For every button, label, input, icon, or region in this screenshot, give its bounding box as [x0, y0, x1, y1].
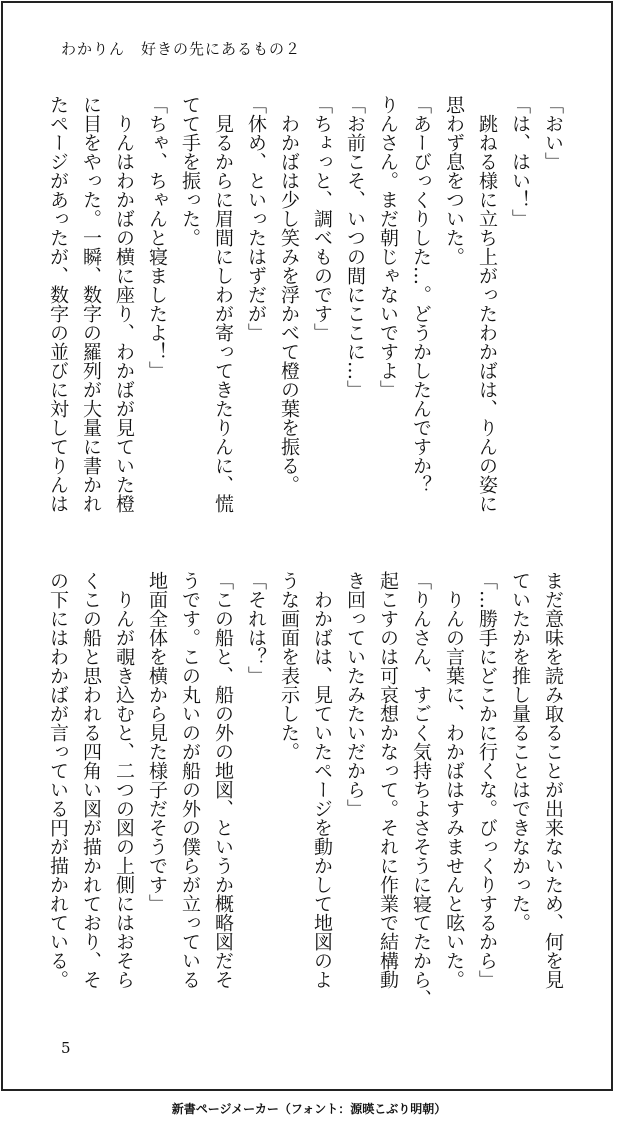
text-line: 「ちゃ、ちゃんと寝ましたよ！」: [146, 95, 168, 380]
text-line: 見るからに眉間にしわが寄ってきたりんに、慌: [212, 95, 234, 513]
text-line: の下にはわかばが言っている円が描かれている。: [47, 571, 69, 989]
text-line: 「ちょっと、調べものです」: [311, 95, 333, 342]
text-line: き回っていたみたいだから」: [344, 571, 366, 818]
text-line: 「それは？」: [245, 571, 267, 685]
page-header-title: わかりん 好きの先にあるもの２: [61, 40, 302, 58]
footer-credit: 新書ページメーカー（フォント：源暎こぶり明朝）: [171, 1102, 447, 1116]
text-line: 「おい」: [542, 95, 564, 171]
text-line: 起こすのは可哀想かなって。それに作業で結構動: [377, 571, 399, 989]
text-line: 地面全体を横から見た様子だそうです」: [146, 571, 168, 913]
page-number: 5: [61, 1039, 71, 1057]
text-line: 跳ねる様に立ち上がったわかばは、りんの姿に: [476, 95, 498, 513]
text-line: わかばは、見ていたページを動かして地図のよ: [311, 571, 333, 989]
text-line: りんはわかばの横に座り、わかばが見ていた橙: [113, 95, 135, 513]
text-line: うです。この丸いのが船の外の僕らが立っている: [179, 571, 201, 989]
text-line: たページがあったが、数字の並びに対してりんは: [47, 95, 69, 513]
text-block-bottom: [41, 571, 569, 1011]
text-line: ていたかを推し量ることはできなかった。: [509, 571, 531, 932]
text-line: 「休め、といったはずだが」: [245, 95, 267, 342]
text-block-top: [41, 95, 569, 535]
text-line: に目をやった。一瞬、数字の羅列が大量に書かれ: [80, 95, 102, 513]
text-line: わかばは少し笑みを浮かべて橙の葉を振る。: [278, 95, 300, 494]
text-line: 「この船と、船の外の地図、というか概略図だそ: [212, 571, 234, 989]
text-line: 「…勝手にどこかに行くな。びっくりするから」: [476, 571, 498, 989]
text-line: てて手を振った。: [179, 95, 201, 247]
text-line: 「お前こそ、いつの間にここに…」: [344, 95, 366, 399]
text-line: りんさん。まだ朝じゃないですよ」: [377, 95, 399, 399]
book-page: [1, 1, 613, 1091]
text-line: くこの船と思われる四角い図が描かれており、そ: [80, 571, 102, 989]
text-line: りんの言葉に、わかばはすみませんと呟いた。: [443, 571, 465, 989]
text-line: 「あーびっくりした…。どうかしたんですか？: [410, 95, 432, 494]
text-line: 「は、はい！」: [509, 95, 531, 228]
text-line: 思わず息をついた。: [443, 95, 465, 266]
text-line: うな画面を表示した。: [278, 571, 300, 761]
text-line: 「りんさん、すごく気持ちよさそうに寝てたから、: [410, 571, 432, 1008]
text-line: まだ意味を読み取ることが出来ないため、何を見: [542, 571, 564, 989]
text-line: りんが覗き込むと、二つの図の上側にはおそら: [113, 571, 135, 989]
